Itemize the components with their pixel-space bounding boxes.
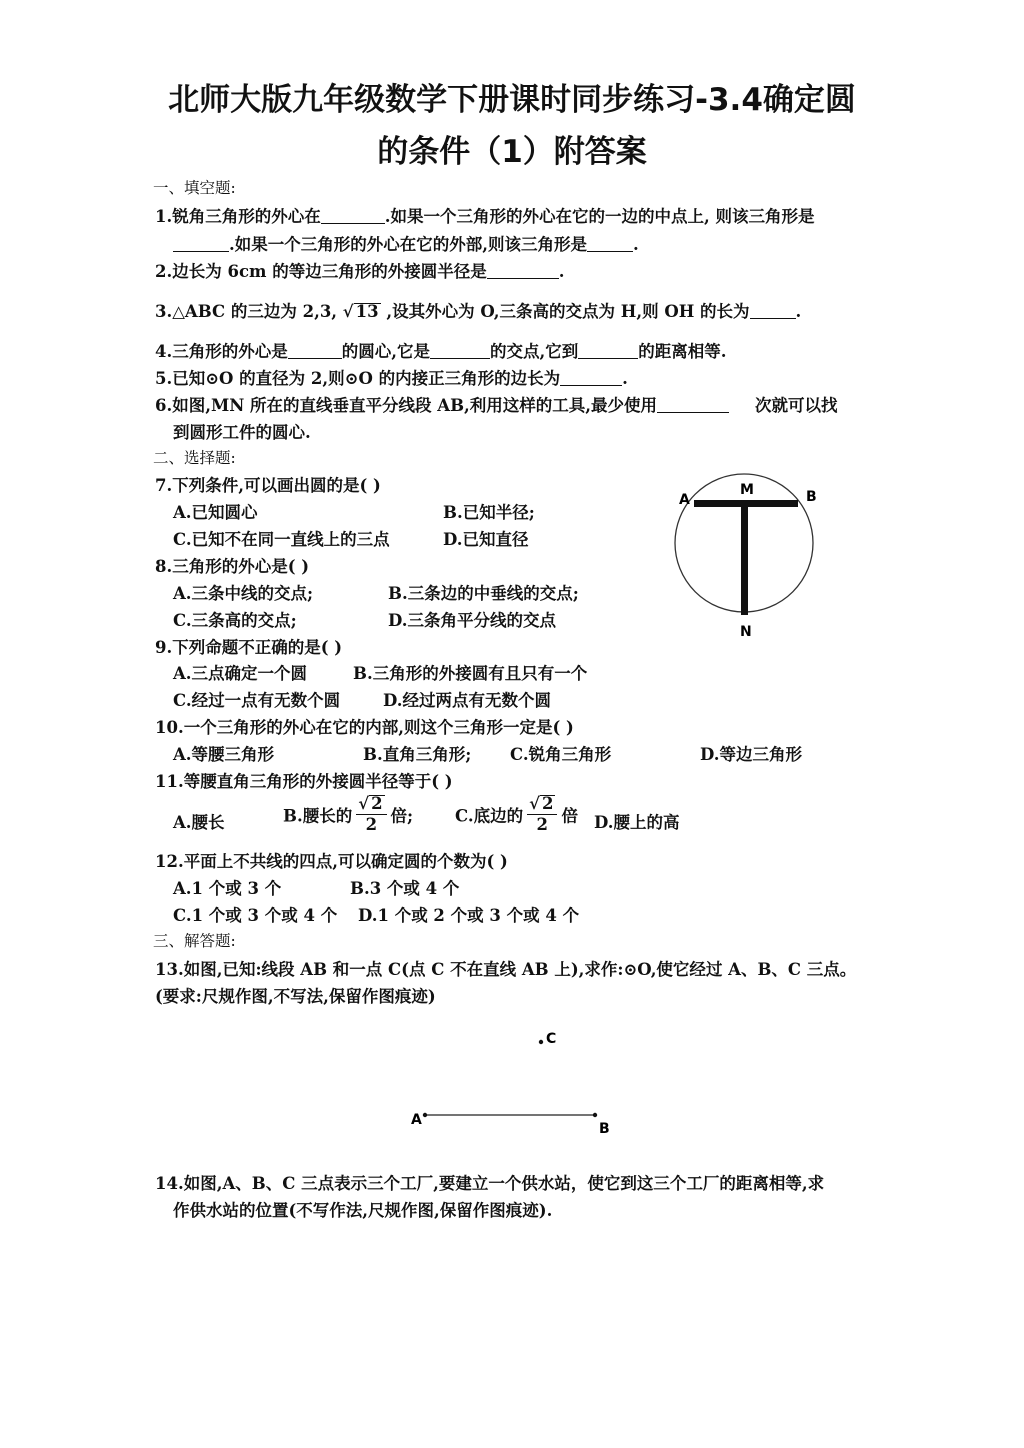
question-3: 3.△ABC 的三边为 2,3, √ 13 ,设其外心为 O,三条高的交点为 H,则 OH 的长为 . (155, 302, 802, 321)
section-answer: 三、解答题: (153, 932, 236, 950)
question-9-option-d: D.经过两点有无数个圆 (383, 691, 551, 710)
question-7-stem: 7.下列条件,可以画出圆的是( ) (155, 476, 381, 495)
question-7-option-b: B.已知半径; (443, 503, 535, 522)
figure-circle-t-square (670, 470, 830, 645)
point-a (423, 1113, 427, 1117)
question-10-option-a: A.等腰三角形 (173, 745, 275, 764)
question-12-option-a: A.1 个或 3 个 (173, 879, 282, 898)
section-choice: 二、选择题: (153, 449, 236, 467)
label-m: M (740, 482, 754, 498)
question-10-option-c: C.锐角三角形 (510, 745, 612, 764)
title-line-2: 的条件（1）附答案 (377, 134, 647, 170)
fraction-sqrt2-over-2-b: $\frac{√ 2}{2}$ (527, 794, 557, 835)
question-12-stem: 12.平面上不共线的四点,可以确定圆的个数为( ) (155, 852, 508, 871)
figure-segment-ab-point-c (400, 1020, 630, 1145)
sqrt-13: 13 (355, 302, 379, 321)
question-14-line-2: 作供水站的位置(不写作法,尺规作图,保留作图痕迹). (173, 1201, 553, 1220)
question-1-line-2: .如果一个三角形的外心在它的外部,则该三角形是 . (173, 231, 639, 255)
label-a: A (679, 492, 690, 508)
question-8-option-c: C.三条高的交点; (173, 611, 297, 630)
question-6-line-1: 6.如图,MN 所在的直线垂直平分线段 AB,利用这样的工具,最少使用 次就可以找 (155, 396, 838, 415)
question-1-line-1: 1.锐角三角形的外心在 .如果一个三角形的外心在它的一边的中点上, 则该三角形是 (155, 207, 815, 226)
question-8-option-b: B.三条边的中垂线的交点; (388, 584, 579, 603)
question-11-option-b: B.腰长的 $\frac{√ 2}{2}$ 倍; (283, 794, 414, 834)
fraction-sqrt2-over-2: $\frac{√ 2}{2}$ (356, 794, 386, 835)
question-11-option-a: A.腰长 (173, 813, 225, 832)
label-n: N (740, 624, 752, 640)
question-9-option-b: B.三角形的外接圆有且只有一个 (353, 664, 588, 683)
question-10-option-b: B.直角三角形; (363, 745, 472, 764)
question-13-line-2: (要求:尺规作图,不写法,保留作图痕迹) (155, 987, 436, 1006)
label-b2: B (599, 1121, 610, 1137)
question-4: 4.三角形的外心是 的圆心,它是 的交点,它到 的距离相等. (155, 342, 727, 361)
title-line-1: 北师大版九年级数学下册课时同步练习-3.4确定圆 (168, 82, 856, 118)
question-12-option-b: B.3 个或 4 个 (350, 879, 460, 898)
question-9-option-a: A.三点确定一个圆 (173, 664, 308, 683)
question-7-option-a: A.已知圆心 (173, 503, 258, 522)
question-10-option-d: D.等边三角形 (700, 745, 802, 764)
question-2: 2.边长为 6cm 的等边三角形的外接圆半径是 . (155, 262, 565, 281)
question-12-option-c: C.1 个或 3 个或 4 个 (173, 906, 338, 925)
question-13-line-1: 13.如图,已知:线段 AB 和一点 C(点 C 不在直线 AB 上),求作:⊙O,使它经过 A、B、C 三点。 (155, 960, 857, 979)
t-square-stem-mn (741, 503, 748, 615)
question-8-option-d: D.三条角平分线的交点 (388, 611, 556, 630)
label-a2: A (411, 1112, 422, 1128)
point-c (539, 1040, 543, 1044)
question-10-stem: 10.一个三角形的外心在它的内部,则这个三角形一定是( ) (155, 718, 574, 737)
question-8-option-a: A.三条中线的交点; (173, 584, 314, 603)
question-5: 5.已知⊙O 的直径为 2,则⊙O 的内接正三角形的边长为 . (155, 369, 628, 388)
question-12-option-d: D.1 个或 2 个或 3 个或 4 个 (358, 906, 580, 925)
label-c2: C (546, 1031, 557, 1047)
point-b (593, 1113, 597, 1117)
question-11-option-c: C.底边的 $\frac{√ 2}{2}$ 倍 (455, 794, 578, 834)
question-7-option-d: D.已知直径 (443, 530, 529, 549)
question-8-stem: 8.三角形的外心是( ) (155, 557, 310, 576)
question-9-option-c: C.经过一点有无数个圆 (173, 691, 341, 710)
label-b: B (806, 489, 817, 505)
question-9-stem: 9.下列命题不正确的是( ) (155, 638, 343, 657)
question-6-line-2: 到圆形工件的圆心. (173, 423, 311, 442)
question-7-option-c: C.已知不在同一直线上的三点 (173, 530, 390, 549)
question-11-option-d: D.腰上的高 (594, 813, 680, 832)
section-fill: 一、填空题: (153, 179, 236, 197)
question-11-stem: 11.等腰直角三角形的外接圆半径等于( ) (155, 772, 453, 791)
question-14-line-1: 14.如图,A、B、C 三点表示三个工厂,要建立一个供水站，使它到这三个工厂的距离相等,求 (155, 1174, 825, 1193)
